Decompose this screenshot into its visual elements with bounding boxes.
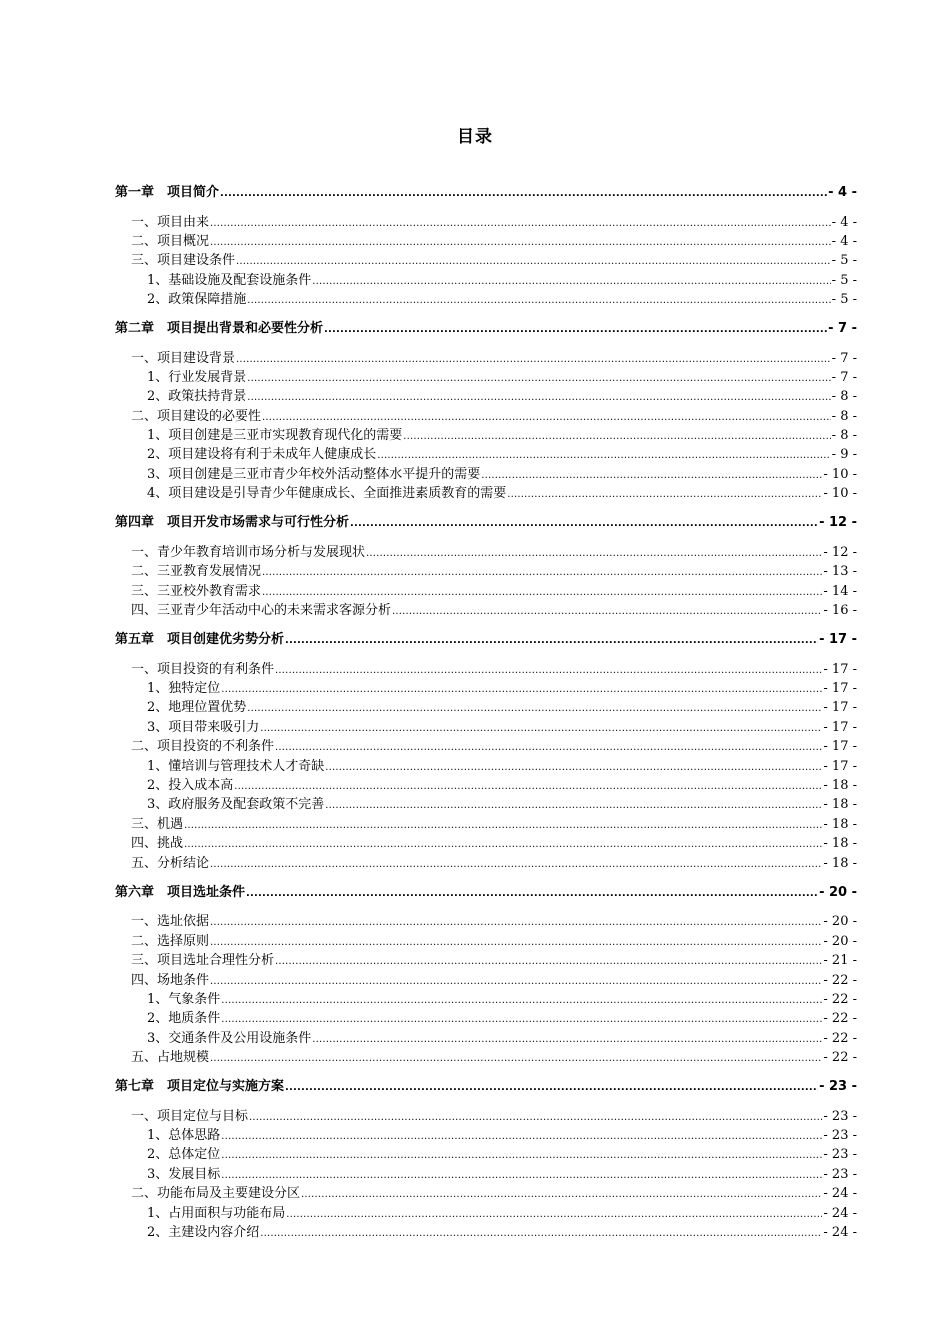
dot-leader <box>325 797 822 815</box>
dot-leader <box>262 409 831 427</box>
dot-leader <box>210 856 822 874</box>
toc-entry-title: 三、项目建设条件 <box>131 253 236 268</box>
toc-page-number: - 8 - <box>831 389 857 404</box>
dot-leader <box>260 1225 822 1243</box>
toc-entry[interactable] <box>0 816 950 834</box>
dot-leader <box>377 447 830 465</box>
toc-entry-title: 2、总体定位 <box>147 1147 221 1162</box>
toc-entry[interactable] <box>0 272 950 290</box>
dot-leader <box>247 292 830 310</box>
toc-entry[interactable] <box>0 1010 950 1028</box>
toc-entry[interactable] <box>0 214 950 232</box>
toc-entry-row <box>147 758 857 777</box>
toc-page-number: - 17 - <box>823 720 857 735</box>
toc-entry-title: 二、选择原则 <box>131 934 210 949</box>
toc-entry-row <box>131 233 857 252</box>
toc-entry[interactable] <box>0 485 950 503</box>
toc-entry[interactable] <box>0 369 950 387</box>
toc-entry[interactable] <box>0 991 950 1009</box>
toc-entry-row <box>131 408 857 427</box>
toc-page-number: - 5 - <box>831 273 857 288</box>
toc-entry[interactable] <box>0 1108 950 1126</box>
toc-page-number: - 17 - <box>819 632 857 647</box>
toc-page-number: - 24 - <box>823 1206 857 1221</box>
dot-leader <box>403 428 830 446</box>
toc-entry-title: 1、总体思路 <box>147 1128 221 1143</box>
toc-entry[interactable] <box>0 446 950 464</box>
toc-entry[interactable] <box>0 1166 950 1184</box>
toc-entry-row <box>115 884 857 903</box>
toc-entry-row <box>131 583 857 602</box>
dot-leader <box>220 185 827 203</box>
toc-entry-row <box>131 350 857 369</box>
toc-entry[interactable] <box>0 350 950 368</box>
toc-page-number: - 18 - <box>823 836 857 851</box>
dot-leader <box>221 681 822 699</box>
dot-leader <box>210 934 822 952</box>
toc-chapter-entry[interactable] <box>0 184 950 202</box>
toc-entry[interactable] <box>0 952 950 970</box>
toc-entry-row <box>131 1108 857 1127</box>
toc-entry-title: 四、挑战 <box>131 836 184 851</box>
dot-leader <box>221 1147 822 1165</box>
toc-entry-title: 四、三亚青少年活动中心的未来需求客源分析 <box>131 603 392 618</box>
toc-entry-title: 一、青少年教育培训市场分析与发展现状 <box>131 545 366 560</box>
dot-leader <box>275 662 822 680</box>
toc-title: 目录 <box>457 127 493 147</box>
toc-page-number: - 20 - <box>819 885 857 900</box>
toc-entry-row <box>147 1010 857 1029</box>
toc-entry-row <box>147 1127 857 1146</box>
dot-leader <box>184 836 822 854</box>
toc-chapter-entry[interactable] <box>0 320 950 338</box>
toc-entry-row <box>115 184 857 203</box>
toc-entry-row <box>131 1049 857 1068</box>
toc-entry-title: 一、项目建设背景 <box>131 351 236 366</box>
toc-page-number: - 18 - <box>823 778 857 793</box>
toc-entry-row <box>147 1224 857 1243</box>
toc-entry-title: 3、发展目标 <box>147 1167 221 1182</box>
toc-entry-row <box>147 777 857 796</box>
toc-entry[interactable] <box>0 680 950 698</box>
dot-leader <box>262 564 822 582</box>
toc-entry-row <box>147 796 857 815</box>
toc-entry-row <box>115 631 857 650</box>
toc-entry-title: 二、项目投资的不利条件 <box>131 739 275 754</box>
toc-entry-title: 第六章 项目选址条件 <box>115 885 246 900</box>
toc-entry-row <box>131 1185 857 1204</box>
toc-page-number: - 12 - <box>819 515 857 530</box>
toc-entry[interactable] <box>0 291 950 309</box>
toc-entry[interactable] <box>0 719 950 737</box>
toc-entry[interactable] <box>0 602 950 620</box>
dot-leader <box>247 370 830 388</box>
toc-entry-title: 五、占地规模 <box>131 1050 210 1065</box>
toc-entry-row <box>131 816 857 835</box>
toc-page-number: - 24 - <box>823 1225 857 1240</box>
toc-page-number: - 18 - <box>823 856 857 871</box>
toc-page-number: - 4 - <box>831 215 857 230</box>
toc-page-number: - 23 - <box>819 1079 857 1094</box>
dot-leader <box>285 632 818 650</box>
toc-entry-row <box>131 913 857 932</box>
toc-chapter-entry[interactable] <box>0 631 950 649</box>
toc-entry[interactable] <box>0 408 950 426</box>
toc-entry-row <box>147 699 857 718</box>
toc-entry-title: 3、交通条件及公用设施条件 <box>147 1031 312 1046</box>
toc-entry[interactable] <box>0 835 950 853</box>
toc-entry[interactable] <box>0 252 950 270</box>
toc-page-number: - 7 - <box>831 351 857 366</box>
toc-page-number: - 7 - <box>828 321 857 336</box>
toc-entry[interactable] <box>0 661 950 679</box>
toc-entry-title: 三、机遇 <box>131 817 184 832</box>
toc-entry-row <box>131 933 857 952</box>
toc-page-number: - 10 - <box>823 486 857 501</box>
toc-entry-title: 1、基础设施及配套设施条件 <box>147 273 312 288</box>
toc-page-number: - 13 - <box>823 564 857 579</box>
toc-entry-row <box>147 1166 857 1185</box>
toc-entry[interactable] <box>0 563 950 581</box>
toc-entry-title: 4、项目建设是引导青少年健康成长、全面推进素质教育的需要 <box>147 486 507 501</box>
toc-entry-title: 1、气象条件 <box>147 992 221 1007</box>
toc-entry-title: 三、三亚校外教育需求 <box>131 584 262 599</box>
toc-entry-row <box>115 320 857 339</box>
toc-entry-title: 四、场地条件 <box>131 973 210 988</box>
toc-entry-row <box>131 563 857 582</box>
dot-leader <box>350 515 818 533</box>
toc-entry-title: 1、独特定位 <box>147 681 221 696</box>
toc-entry-title: 一、项目由来 <box>131 215 210 230</box>
toc-entry[interactable] <box>0 1205 950 1223</box>
dot-leader <box>221 1128 822 1146</box>
toc-page-number: - 23 - <box>823 1147 857 1162</box>
dot-leader <box>236 253 831 271</box>
toc-page-number: - 22 - <box>823 1050 857 1065</box>
toc-page-number: - 22 - <box>823 973 857 988</box>
toc-page-number: - 24 - <box>823 1186 857 1201</box>
toc-entry-row <box>147 1030 857 1049</box>
dot-leader <box>312 1031 822 1049</box>
toc-entry-title: 二、功能布局及主要建设分区 <box>131 1186 301 1201</box>
toc-entry-title: 二、三亚教育发展情况 <box>131 564 262 579</box>
toc-entry-title: 第七章 项目定位与实施方案 <box>115 1079 285 1094</box>
toc-entry-title: 3、项目带来吸引力 <box>147 720 260 735</box>
toc-entry-title: 2、政策扶持背景 <box>147 389 247 404</box>
toc-entry-title: 3、政府服务及配套政策不完善 <box>147 797 325 812</box>
toc-page-number: - 20 - <box>823 934 857 949</box>
dot-leader <box>481 467 822 485</box>
toc-page-number: - 23 - <box>823 1167 857 1182</box>
toc-page-number: - 9 - <box>831 447 857 462</box>
toc-entry-row <box>147 446 857 465</box>
toc-entry-row <box>131 835 857 854</box>
toc-page-number: - 18 - <box>823 817 857 832</box>
toc-entry-row <box>147 388 857 407</box>
toc-entry[interactable] <box>0 796 950 814</box>
dot-leader <box>221 1167 822 1185</box>
toc-entry-title: 1、项目创建是三亚市实现教育现代化的需要 <box>147 428 403 443</box>
toc-entry-row <box>147 272 857 291</box>
toc-entry-row <box>131 952 857 971</box>
toc-page-number: - 21 - <box>823 953 857 968</box>
toc-page-number: - 18 - <box>823 797 857 812</box>
toc-entry[interactable] <box>0 933 950 951</box>
toc-entry-row <box>131 602 857 621</box>
toc-page-number: - 8 - <box>831 409 857 424</box>
dot-leader <box>249 1109 822 1127</box>
toc-page-number: - 4 - <box>828 185 857 200</box>
toc-entry[interactable] <box>0 583 950 601</box>
toc-entry-row <box>131 544 857 563</box>
toc-entry-title: 第二章 项目提出背景和必要性分析 <box>115 321 324 336</box>
toc-entry-row <box>115 514 857 533</box>
dot-leader <box>275 953 822 971</box>
dot-leader <box>312 273 830 291</box>
toc-page-number: - 14 - <box>823 584 857 599</box>
toc-entry-row <box>131 214 857 233</box>
toc-entry-row <box>147 1146 857 1165</box>
toc-entry-row <box>147 466 857 485</box>
toc-entry-row <box>131 252 857 271</box>
toc-page-number: - 17 - <box>823 759 857 774</box>
toc-entry-row <box>131 855 857 874</box>
toc-entry[interactable] <box>0 699 950 717</box>
toc-page-number: - 17 - <box>823 681 857 696</box>
toc-entry[interactable] <box>0 758 950 776</box>
dot-leader <box>275 739 822 757</box>
toc-page-number: - 22 - <box>823 1011 857 1026</box>
dot-leader <box>262 584 822 602</box>
toc-entry-row <box>147 485 857 504</box>
toc-chapter-entry[interactable] <box>0 1078 950 1096</box>
toc-entry[interactable] <box>0 233 950 251</box>
dot-leader <box>221 1011 822 1029</box>
toc-entry-title: 2、政策保障措施 <box>147 292 247 307</box>
toc-page-number: - 17 - <box>823 700 857 715</box>
toc-entry-title: 二、项目建设的必要性 <box>131 409 262 424</box>
dot-leader <box>301 1186 822 1204</box>
toc-page-number: - 20 - <box>823 914 857 929</box>
toc-entry-title: 二、项目概况 <box>131 234 210 249</box>
dot-leader <box>210 914 822 932</box>
toc-entry[interactable] <box>0 1224 950 1242</box>
dot-leader <box>246 885 818 903</box>
toc-entry-row <box>147 427 857 446</box>
toc-entry-title: 1、懂培训与管理技术人才奇缺 <box>147 759 325 774</box>
toc-page-number: - 17 - <box>823 662 857 677</box>
toc-entry-title: 2、项目建设将有利于未成年人健康成长 <box>147 447 377 462</box>
toc-entry-title: 一、项目投资的有利条件 <box>131 662 275 677</box>
toc-page-number: - 22 - <box>823 1031 857 1046</box>
toc-entry-row <box>131 972 857 991</box>
toc-entry[interactable] <box>0 972 950 990</box>
toc-entry-title: 三、项目选址合理性分析 <box>131 953 275 968</box>
toc-entry-title: 第五章 项目创建优劣势分析 <box>115 632 285 647</box>
toc-entry-row <box>131 738 857 757</box>
toc-page-number: - 23 - <box>823 1128 857 1143</box>
toc-entry-title: 2、地理位置优势 <box>147 700 247 715</box>
toc-entry-row <box>115 1078 857 1097</box>
toc-entry-title: 2、地质条件 <box>147 1011 221 1026</box>
toc-entry[interactable] <box>0 427 950 445</box>
dot-leader <box>221 992 822 1010</box>
toc-entry[interactable] <box>0 913 950 931</box>
toc-page-number: - 7 - <box>831 370 857 385</box>
toc-entry-row <box>147 291 857 310</box>
toc-entry[interactable] <box>0 1185 950 1203</box>
dot-leader <box>234 778 822 796</box>
toc-entry-title: 2、投入成本高 <box>147 778 234 793</box>
toc-entry[interactable] <box>0 466 950 484</box>
dot-leader <box>247 700 822 718</box>
toc-entry-title: 五、分析结论 <box>131 856 210 871</box>
toc-entry[interactable] <box>0 738 950 756</box>
toc-page-number: - 23 - <box>823 1109 857 1124</box>
dot-leader <box>286 1206 822 1224</box>
dot-leader <box>366 545 822 563</box>
toc-entry[interactable] <box>0 1049 950 1067</box>
toc-page-number: - 22 - <box>823 992 857 1007</box>
toc-page-number: - 8 - <box>831 428 857 443</box>
toc-entry-row <box>147 680 857 699</box>
toc-entry[interactable] <box>0 1030 950 1048</box>
dot-leader <box>260 720 822 738</box>
toc-entry-title: 1、行业发展背景 <box>147 370 247 385</box>
toc-entry[interactable] <box>0 544 950 562</box>
toc-entry-row <box>131 661 857 680</box>
dot-leader <box>285 1079 818 1097</box>
dot-leader <box>210 973 822 991</box>
dot-leader <box>324 321 827 339</box>
dot-leader <box>392 603 822 621</box>
toc-entry-row <box>147 719 857 738</box>
dot-leader <box>210 234 831 252</box>
toc-entry[interactable] <box>0 388 950 406</box>
toc-entry-row <box>147 1205 857 1224</box>
dot-leader <box>507 486 822 504</box>
toc-entry-title: 一、选址依据 <box>131 914 210 929</box>
toc-entry-title: 第一章 项目简介 <box>115 185 220 200</box>
toc-chapter-entry[interactable] <box>0 884 950 902</box>
dot-leader <box>210 1050 822 1068</box>
toc-page-number: - 4 - <box>831 234 857 249</box>
toc-page-number: - 5 - <box>831 292 857 307</box>
toc-page-number: - 5 - <box>831 253 857 268</box>
toc-entry[interactable] <box>0 1127 950 1145</box>
dot-leader <box>236 351 831 369</box>
toc-entry-title: 第四章 项目开发市场需求与可行性分析 <box>115 515 350 530</box>
toc-entry-title: 2、主建设内容介绍 <box>147 1225 260 1240</box>
dot-leader <box>325 759 822 777</box>
toc-page-number: - 17 - <box>823 739 857 754</box>
toc-entry-title: 一、项目定位与目标 <box>131 1109 249 1124</box>
toc-page-number: - 10 - <box>823 467 857 482</box>
toc-entry[interactable] <box>0 777 950 795</box>
toc-entry-row <box>147 991 857 1010</box>
toc-page-number: - 16 - <box>823 603 857 618</box>
toc-entry-title: 3、项目创建是三亚市青少年校外活动整体水平提升的需要 <box>147 467 481 482</box>
toc-entry[interactable] <box>0 855 950 873</box>
toc-entry[interactable] <box>0 1146 950 1164</box>
dot-leader <box>184 817 822 835</box>
toc-entry-title: 1、占用面积与功能布局 <box>147 1206 286 1221</box>
dot-leader <box>247 389 830 407</box>
toc-page-number: - 12 - <box>823 545 857 560</box>
toc-chapter-entry[interactable] <box>0 514 950 532</box>
dot-leader <box>210 215 831 233</box>
toc-entry-row <box>147 369 857 388</box>
